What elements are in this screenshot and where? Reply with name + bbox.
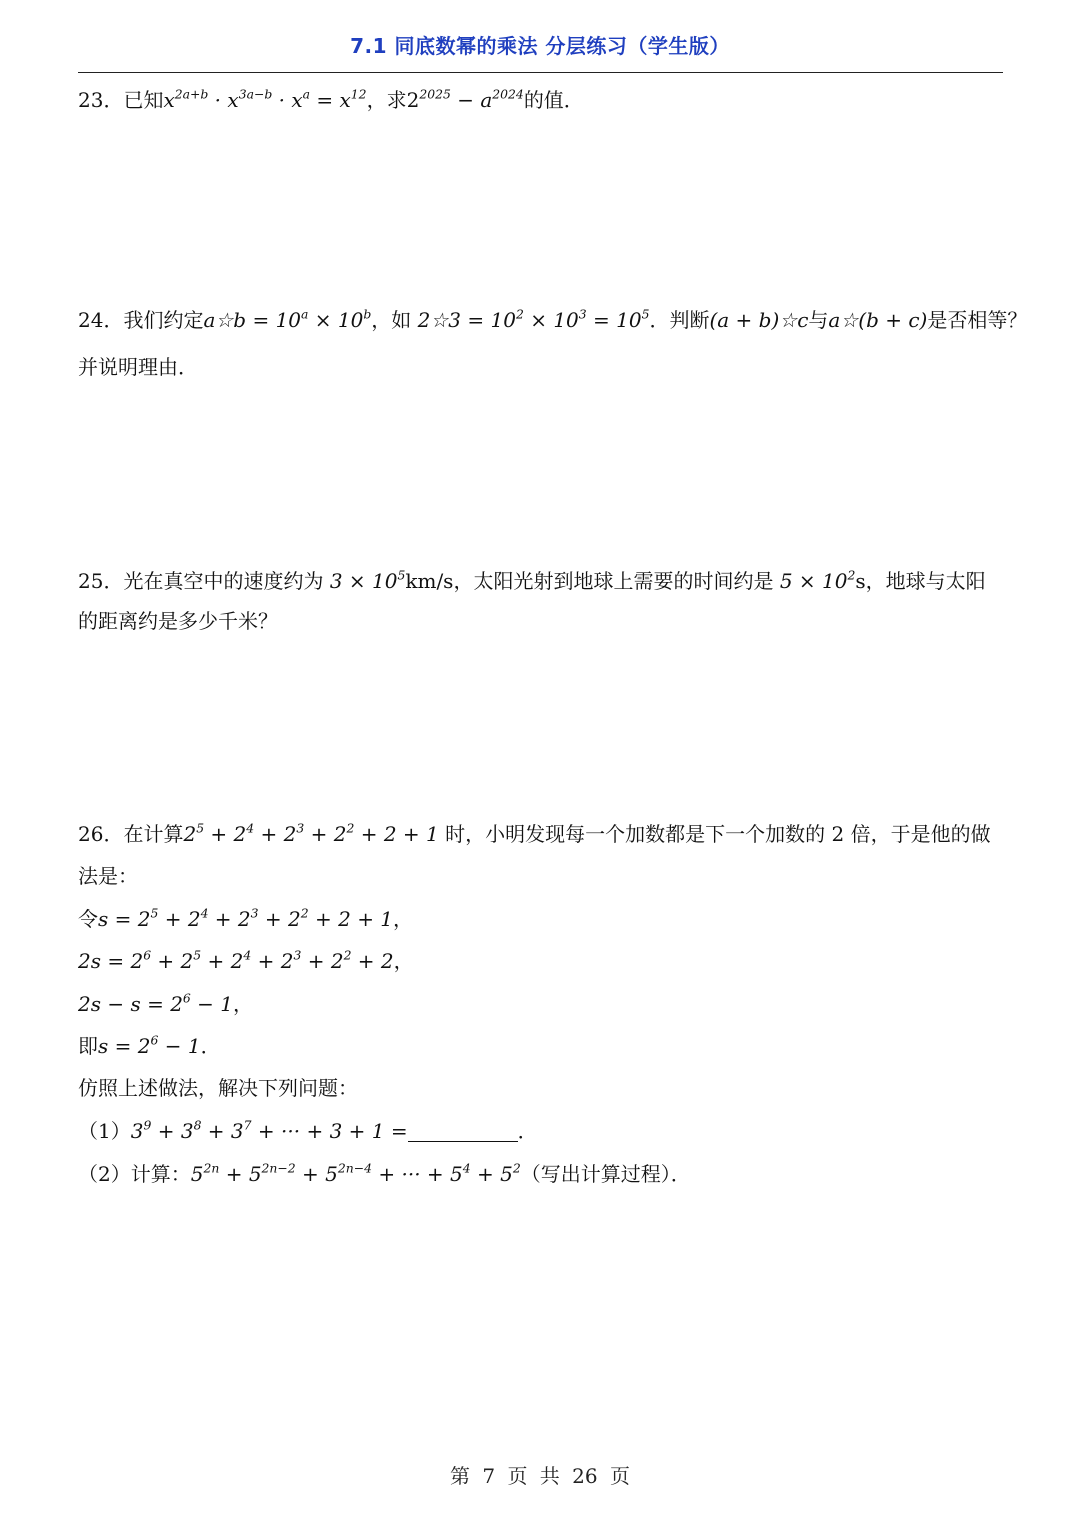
math-expression: $s = 2^6 - 1$ xyxy=(98,1032,201,1058)
header-divider xyxy=(78,72,1003,73)
question-25: 25．光在真空中的速度约为 $3 \times 10^5km/s$，太阳光射到地球上需要的时间约是 $5 \times 10^2s$，地球与太阳 xyxy=(78,567,986,593)
question-25-line2: 的距离约是多少千米？ xyxy=(78,609,278,633)
sub-question-1: $(1)3^9 + 3^8 + 3^7$ + ··· + 3 + 1 = ． xyxy=(78,1117,538,1143)
math-expression: $5 \times 10^2$ xyxy=(779,567,856,593)
question-24: 24．我们约定a☆b = $10^a \times 10^b$，如 2☆3 = $10^2 \times 10^3 = 10^5$．判断(a + b)☆c与a☆(b + c)是否相等？ xyxy=(78,306,1028,332)
question-number: 23． xyxy=(78,88,124,112)
question-text: 已知 xyxy=(123,88,164,112)
question-number: 24． xyxy=(78,308,124,332)
math-expression: a☆b = $10^a \times 10^b$ xyxy=(203,306,372,332)
math-expression: (a + b)☆c xyxy=(709,308,809,332)
math-expression: $2s = 2^6 + 2^5 + 2^4 + 2^3 + 2^2 + 2$ xyxy=(78,947,394,973)
math-expression: $2s - s = 2^6 - 1$ xyxy=(78,990,234,1016)
solution-step-4: 即$s = 2^6 - 1$． xyxy=(78,1032,221,1058)
solution-step-2: $2s = 2^6 + 2^5 + 2^4 + 2^3 + 2^2 + 2$， xyxy=(78,947,414,973)
math-expression: a☆(b + c) xyxy=(828,308,928,332)
answer-blank[interactable] xyxy=(408,1121,518,1142)
sub-question-2: （2）计算：$5^{2n} + 5^{2n-2} + 5^{2n-4}$ + ··· + $5^4 + 5^2$（写出计算过程）． xyxy=(78,1160,691,1186)
math-expression: $x^{2a+b} \cdot x^{3a-b} \cdot x^a = x^{12}$ xyxy=(163,86,367,112)
solution-step-3: $2s - s = 2^6 - 1$， xyxy=(78,990,254,1016)
question-23: 23．已知$x^{2a+b} \cdot x^{3a-b} \cdot x^a = x^{12}$，求$2^{2025} - a^{2024}$的值． xyxy=(78,86,584,112)
solution-step-1: 令$s = 2^5 + 2^4 + 2^3 + 2^2 + 2 + 1$， xyxy=(78,905,414,931)
page-footer: 第 7 页 共 26 页 xyxy=(450,1464,630,1488)
question-number: 26． xyxy=(78,822,124,846)
question-24-line2: 并说明理由． xyxy=(78,355,198,379)
question-26-line2: 法是： xyxy=(78,864,138,888)
math-expression: $3 \times 10^5$ xyxy=(329,567,406,593)
math-expression: $3^9 + 3^8 + 3^7$ + ··· + 3 + 1 = xyxy=(130,1117,408,1143)
math-expression: 2☆3 = $10^2 \times 10^3 = 10^5$ xyxy=(417,306,650,332)
math-expression: $5^{2n} + 5^{2n-2} + 5^{2n-4}$ + ··· + $5^4 + 5^2$ xyxy=(190,1160,521,1186)
math-expression: $2^5 + 2^4 + 2^3 + 2^2 + 2 + 1$ xyxy=(183,820,446,846)
question-number: 25． xyxy=(78,569,124,593)
page-title: 7.1 同底数幂的乘法 分层练习（学生版） xyxy=(350,34,730,58)
question-26: 26．在计算$2^5 + 2^4 + 2^3 + 2^2 + 2 + 1$ 时，小明发现每一个加数都是下一个加数的 2 倍，于是他的做 xyxy=(78,820,991,846)
math-expression: $s = 2^5 + 2^4 + 2^3 + 2^2 + 2 + 1$ xyxy=(98,905,394,931)
instruction-text: 仿照上述做法，解决下列问题： xyxy=(78,1076,358,1100)
math-expression: $2^{2025} - a^{2024}$ xyxy=(406,86,524,112)
